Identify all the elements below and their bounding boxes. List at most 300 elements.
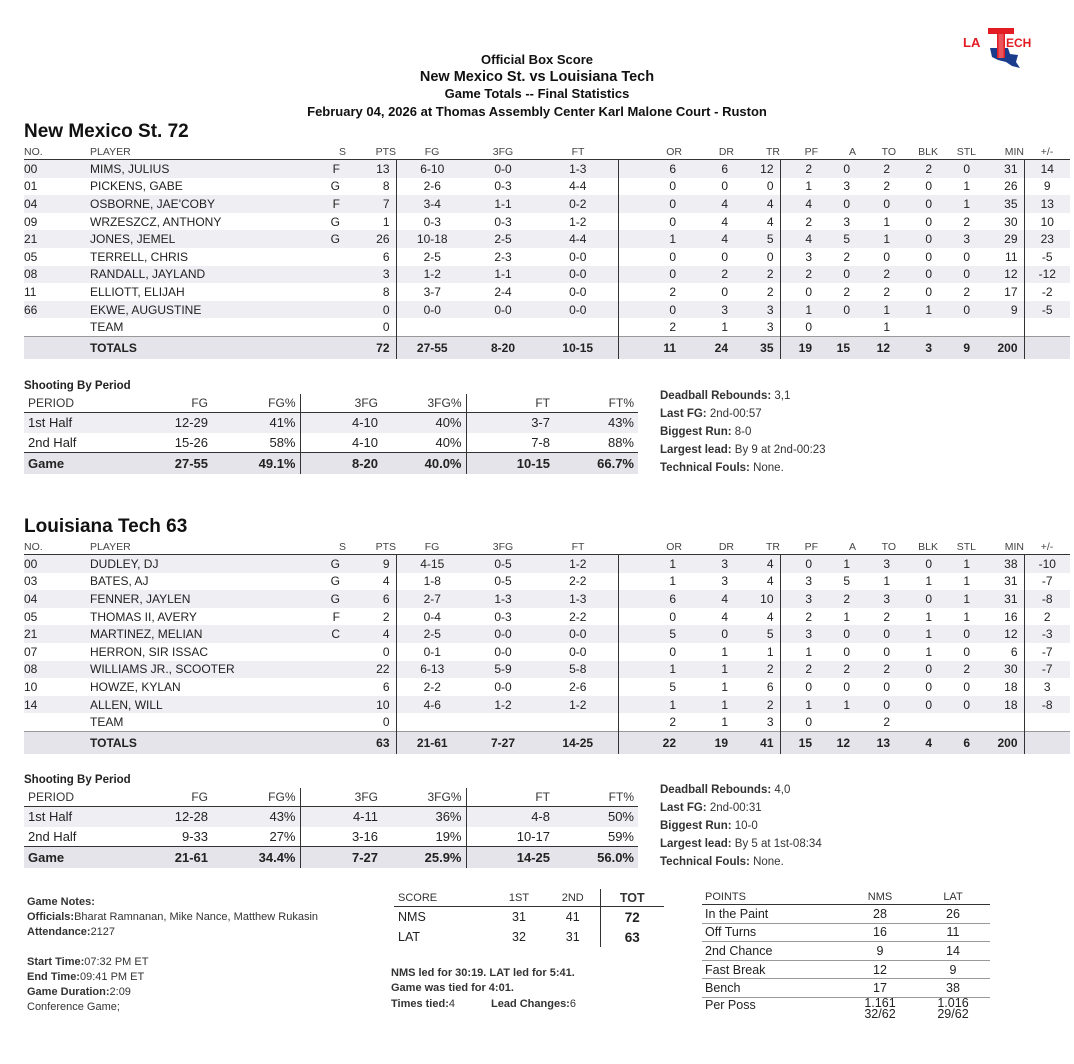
- totals-turnovers: 13: [856, 731, 896, 754]
- total-header: TOT: [600, 889, 664, 907]
- player-row: [24, 643, 1070, 661]
- minutes: 35: [976, 195, 1024, 213]
- start-time-label: Start Time:: [27, 956, 85, 968]
- plus-minus: -8: [1024, 590, 1070, 608]
- three-fg: 4-10: [300, 433, 382, 453]
- points: 1: [382, 214, 390, 229]
- total-rebounds: 5: [734, 625, 780, 643]
- defensive-rebounds-header: DR: [682, 540, 734, 555]
- three-pointers: 0-5: [468, 555, 538, 573]
- game-ft: 10-15: [466, 453, 554, 475]
- points-header: PTS: [346, 540, 396, 555]
- free-throws: 4-4: [538, 230, 618, 248]
- fg-pct: 58%: [269, 434, 296, 450]
- team-note-value: None.: [749, 462, 784, 474]
- defensive-rebounds-header: DR: [682, 145, 734, 160]
- defensive-rebounds: 1: [721, 715, 728, 730]
- fg-pct: 43%: [212, 807, 300, 827]
- team-note-label: Biggest Run:: [660, 426, 732, 438]
- starter-position: [282, 661, 346, 679]
- totals-row: [24, 336, 1070, 359]
- player-name: ALLEN, WILL: [70, 696, 282, 714]
- player-name: FENNER, JAYLEN: [70, 590, 282, 608]
- defensive-rebounds: 0: [721, 284, 728, 299]
- points-row: [702, 960, 990, 979]
- totals-plus-minus: [1024, 336, 1070, 359]
- turnovers: 1: [883, 320, 890, 335]
- steals: 2: [938, 661, 976, 679]
- steals: 1: [938, 590, 976, 608]
- points: 13: [346, 160, 396, 178]
- player-row: [24, 608, 1070, 626]
- report-subtitle: Game Totals -- Final Statistics: [444, 86, 630, 101]
- team-note-line: [660, 820, 822, 838]
- turnovers: 1: [883, 574, 890, 589]
- turnovers: 0: [883, 679, 890, 694]
- assists: 2: [818, 661, 856, 679]
- team-notes-lat: [660, 784, 822, 874]
- plus-minus: 13: [1024, 195, 1070, 213]
- box-header-row: [24, 540, 1070, 555]
- turnovers: 2: [883, 179, 890, 194]
- three-fg: 4-10: [300, 413, 382, 433]
- plus-minus: -7: [1024, 661, 1070, 679]
- totals-free-throws: 14-25: [538, 731, 618, 754]
- plus-minus: -2: [1024, 283, 1070, 301]
- blocks: 0: [896, 266, 938, 284]
- starter-position-header: S: [282, 540, 346, 555]
- turnovers: 1: [856, 230, 896, 248]
- three-fg-pct: 40%: [382, 413, 466, 433]
- plus-minus: [1024, 713, 1070, 731]
- jersey-number-header: NO.: [24, 145, 70, 160]
- minutes: 30: [1004, 214, 1018, 229]
- fg-header: FG: [124, 394, 212, 413]
- player-row: [24, 230, 1070, 248]
- assists: 3: [843, 214, 850, 229]
- points-category: Bench: [702, 979, 844, 998]
- offensive-rebounds: 2: [618, 283, 682, 301]
- score-by-half-table: [394, 889, 664, 947]
- three-pointers: 0-3: [494, 179, 512, 194]
- totals-steals: 6: [938, 731, 976, 754]
- assists: 1: [818, 555, 856, 573]
- game-three-fg-pct: 25.9%: [382, 847, 466, 869]
- totals-turnovers: 12: [856, 336, 896, 359]
- plus-minus: 23: [1024, 230, 1070, 248]
- player-row: [24, 555, 1070, 573]
- blocks-header: BLK: [896, 540, 938, 555]
- box-score-nms: [24, 145, 1070, 359]
- blocks: 0: [896, 696, 938, 714]
- total-rebounds: 5: [734, 230, 780, 248]
- player-row: [24, 160, 1070, 178]
- player-name: EKWE, AUGUSTINE: [70, 301, 282, 319]
- defensive-rebounds: 4: [682, 230, 734, 248]
- led-note: NMS led for 30:19. LAT led for 5:41.: [391, 967, 575, 979]
- starter-position: G: [282, 555, 346, 573]
- free-throws: 2-6: [569, 679, 587, 694]
- assists: 0: [843, 679, 850, 694]
- assists-header: A: [818, 540, 856, 555]
- conference-note: Conference Game;: [27, 1001, 120, 1013]
- points: 4: [346, 625, 396, 643]
- assists: 5: [818, 230, 856, 248]
- starter-position: [282, 643, 346, 661]
- first-half-score: 32: [512, 930, 526, 944]
- player-name: TERRELL, CHRIS: [90, 249, 189, 264]
- three-pointers: 2-4: [494, 284, 512, 299]
- minutes: [976, 713, 1024, 731]
- fg-pct-header: FG%: [212, 394, 300, 413]
- team-note-value: By 5 at 1st-08:34: [731, 838, 822, 850]
- personal-fouls: 2: [780, 661, 818, 679]
- period-row: [24, 433, 638, 453]
- starter-position: [282, 283, 346, 301]
- turnovers: 0: [856, 625, 896, 643]
- defensive-rebounds: 3: [721, 574, 728, 589]
- points-row: [702, 905, 990, 924]
- personal-fouls: 0: [780, 318, 818, 336]
- period-row: [24, 413, 638, 433]
- report-title: Official Box Score: [481, 52, 593, 67]
- free-throws: 0-0: [569, 644, 587, 659]
- three-fg: 4-11: [300, 807, 382, 827]
- team-note-line: [660, 408, 826, 426]
- totals-player-name: TOTALS: [70, 336, 282, 359]
- totals-total-rebounds: 35: [734, 336, 780, 359]
- game-ft-pct: 66.7%: [554, 453, 638, 475]
- personal-fouls: 1: [780, 643, 818, 661]
- steals: [938, 318, 976, 336]
- points-row: [702, 923, 990, 942]
- plus-minus: 2: [1024, 608, 1070, 626]
- free-throws: 5-8: [538, 661, 618, 679]
- jersey-number: 66: [24, 301, 70, 319]
- points-category: Fast Break: [702, 960, 844, 979]
- field-goals: 0-1: [396, 643, 468, 661]
- player-row: [24, 573, 1070, 591]
- assists: [818, 713, 856, 731]
- totals-jersey-number: [24, 336, 70, 359]
- three-fg-header: 3FG: [300, 788, 382, 807]
- totals-field-goals: 27-55: [396, 336, 468, 359]
- total-rebounds: 4: [734, 195, 780, 213]
- fg-pct-header: FG%: [212, 788, 300, 807]
- total-rebounds: 12: [734, 160, 780, 178]
- plus-minus-header: +/-: [1024, 145, 1070, 160]
- ft-pct-header: FT%: [554, 788, 638, 807]
- game-fg-pct: 34.4%: [212, 847, 300, 869]
- assists: 3: [843, 179, 850, 194]
- totals-points: 63: [346, 731, 396, 754]
- lat-per-poss-value: 1.016: [937, 995, 969, 1010]
- team-note-label: Deadball Rebounds:: [660, 390, 772, 402]
- totals-blocks: 3: [896, 336, 938, 359]
- minutes: 31: [1004, 574, 1018, 589]
- total-rebounds: 3: [766, 320, 774, 335]
- end-time-label: End Time:: [27, 971, 80, 983]
- minutes: 11: [1005, 249, 1018, 264]
- minutes: 12: [976, 625, 1024, 643]
- blocks-header: BLK: [896, 145, 938, 160]
- player-name: ELLIOTT, ELIJAH: [90, 284, 185, 299]
- game-period: Game: [24, 847, 124, 869]
- game-ft: 14-25: [466, 847, 554, 869]
- free-throws: 0-0: [538, 266, 618, 284]
- lead-changes-line: [491, 998, 576, 1010]
- second-half-score: 31: [565, 930, 580, 944]
- minutes: 38: [976, 555, 1024, 573]
- team-note-label: Last FG:: [660, 802, 707, 814]
- three-fg-header: 3FG: [300, 394, 382, 413]
- lat-header: LAT: [916, 889, 990, 905]
- minutes: 18: [1004, 679, 1018, 694]
- starter-position: G: [282, 230, 346, 248]
- blocks: 0: [925, 284, 932, 299]
- player-name: THOMAS II, AVERY: [90, 609, 197, 624]
- blocks: 1: [925, 609, 932, 624]
- points: 6: [382, 679, 390, 694]
- offensive-rebounds: 0: [618, 266, 682, 284]
- personal-fouls: 3: [780, 248, 818, 266]
- lead-changes-label: Lead Changes:: [491, 998, 570, 1010]
- jersey-number: 21: [24, 230, 70, 248]
- personal-fouls: 0: [780, 283, 818, 301]
- plus-minus: -5: [1024, 248, 1070, 266]
- starter-position: F: [282, 195, 346, 213]
- plus-minus: 14: [1024, 160, 1070, 178]
- fg-pct: 41%: [212, 413, 300, 433]
- player-name: HERRON, SIR ISSAC: [90, 644, 209, 659]
- defensive-rebounds: 4: [682, 590, 734, 608]
- blocks: [896, 713, 938, 731]
- blocks: 0: [896, 661, 938, 679]
- matchup-title: New Mexico St. vs Louisiana Tech: [419, 69, 655, 85]
- points-category: Off Turns: [702, 923, 844, 942]
- start-time-line: [27, 956, 148, 968]
- period: 2nd Half: [28, 828, 77, 844]
- total-rebounds: 3: [734, 301, 780, 319]
- steals: 0: [938, 266, 976, 284]
- offensive-rebounds: 2: [618, 318, 682, 336]
- fg-pct: 27%: [269, 828, 296, 844]
- points-row: [702, 942, 990, 961]
- field-goals: 2-5: [396, 248, 468, 266]
- duration-line: [27, 986, 131, 998]
- officials-line: [27, 911, 318, 923]
- total-rebounds: 4: [766, 574, 774, 589]
- steals: 1: [963, 179, 970, 194]
- score-row-lat: [394, 927, 664, 947]
- three-pointers: 0-0: [494, 644, 512, 659]
- steals: 2: [963, 214, 970, 229]
- team-note-label: Technical Fouls:: [660, 462, 750, 474]
- turnovers: 0: [883, 644, 890, 659]
- total-rebounds: 3: [766, 715, 774, 730]
- period-header-row: [24, 394, 638, 413]
- turnovers: 3: [856, 590, 896, 608]
- team-title-lat: Louisiana Tech 63: [24, 516, 188, 537]
- three-pointers-header: 3FG: [468, 145, 538, 160]
- total-score: 72: [600, 907, 664, 928]
- svg-text:ECH: ECH: [1006, 36, 1032, 50]
- ft: 7-8: [466, 433, 554, 453]
- team-note-label: Biggest Run:: [660, 820, 732, 832]
- three-pointers: 1-3: [468, 590, 538, 608]
- assists-header: A: [818, 145, 856, 160]
- blocks: 1: [896, 301, 938, 319]
- defensive-rebounds: 1: [721, 679, 728, 694]
- steals: 0: [963, 644, 970, 659]
- blocks: 0: [896, 230, 938, 248]
- points: 6: [382, 249, 390, 264]
- assists: [818, 318, 856, 336]
- player-name: RANDALL, JAYLAND: [70, 266, 282, 284]
- totals-row: [24, 731, 1070, 754]
- personal-fouls: 4: [780, 195, 818, 213]
- player-name: OSBORNE, JAE'COBY: [70, 195, 282, 213]
- jersey-number: 04: [24, 195, 70, 213]
- nms-points: 12: [844, 960, 916, 979]
- tied-note: Game was tied for 4:01.: [391, 982, 514, 994]
- player-name: TEAM: [90, 320, 124, 335]
- lead-changes-value: 6: [569, 998, 576, 1010]
- totals-starter-position: [282, 336, 346, 359]
- player-name: DUDLEY, DJ: [70, 555, 282, 573]
- offensive-rebounds: 5: [618, 678, 682, 696]
- player-name-header: PLAYER: [70, 145, 282, 160]
- assists: 0: [818, 625, 856, 643]
- plus-minus: -5: [1024, 301, 1070, 319]
- attendance-line: [27, 926, 115, 938]
- steals-header: STL: [938, 540, 976, 555]
- free-throws: 1-2: [538, 696, 618, 714]
- period-table-lat: [24, 788, 638, 868]
- jersey-number: 00: [24, 555, 70, 573]
- player-name: PICKENS, GABE: [90, 179, 183, 194]
- points: 6: [346, 590, 396, 608]
- totals-personal-fouls: 19: [780, 336, 818, 359]
- three-pointers: 0-0: [468, 160, 538, 178]
- times-tied-label: Times tied:: [391, 998, 449, 1010]
- field-goals: 0-3: [396, 213, 468, 231]
- field-goals: [396, 713, 468, 731]
- field-goals: 6-10: [396, 160, 468, 178]
- offensive-rebounds: 6: [618, 590, 682, 608]
- steals: 1: [938, 555, 976, 573]
- defensive-rebounds: 1: [682, 661, 734, 679]
- totals-field-goals: 21-61: [396, 731, 468, 754]
- nms-per-poss-value: 1.161: [864, 995, 896, 1010]
- field-goals: 3-4: [396, 195, 468, 213]
- assists: 0: [818, 301, 856, 319]
- game-fg: 21-61: [124, 847, 212, 869]
- steals: 1: [963, 609, 970, 624]
- nms-points: 17: [844, 979, 916, 998]
- jersey-number: 01: [24, 179, 38, 194]
- totals-plus-minus: [1024, 731, 1070, 754]
- assists: 1: [818, 696, 856, 714]
- steals: 1: [963, 574, 970, 589]
- three-pointers: 2-3: [494, 249, 512, 264]
- three-fg: 3-16: [300, 827, 382, 847]
- period: 2nd Half: [28, 434, 77, 450]
- player-row: [24, 301, 1070, 319]
- plus-minus: -12: [1024, 266, 1070, 284]
- minutes: 31: [976, 590, 1024, 608]
- team-notes-nms: [660, 390, 826, 480]
- shooting-by-period-label: Shooting By Period: [24, 380, 131, 392]
- nms-points: 28: [844, 905, 916, 924]
- total-score: 63: [600, 927, 664, 947]
- second-half-score: 41: [565, 910, 580, 924]
- box-score-lat: [24, 540, 1070, 754]
- totals-three-pointers: 8-20: [468, 336, 538, 359]
- jersey-number: 07: [24, 644, 38, 659]
- assists: 2: [843, 249, 850, 264]
- attendance-value: 2127: [90, 926, 116, 938]
- plus-minus: 3: [1024, 678, 1070, 696]
- defensive-rebounds: 1: [721, 644, 728, 659]
- team-note-label: Largest lead:: [660, 444, 732, 456]
- jersey-number: 00: [24, 160, 70, 178]
- lat-points: 11: [916, 923, 990, 942]
- points-header: PTS: [346, 145, 396, 160]
- steals: 2: [963, 284, 970, 299]
- fg: 9-33: [181, 828, 208, 844]
- player-row: [24, 661, 1070, 679]
- jersey-number: 11: [24, 284, 37, 299]
- turnovers: 0: [856, 195, 896, 213]
- team-code: LAT: [398, 930, 420, 944]
- points: 10: [346, 696, 396, 714]
- fg: 12-29: [124, 413, 212, 433]
- minutes-header: MIN: [976, 540, 1024, 555]
- plus-minus: 9: [1024, 178, 1070, 196]
- second-half-header: 2ND: [546, 889, 600, 907]
- points: 9: [346, 555, 396, 573]
- lat-points: 14: [916, 942, 990, 961]
- team-note-label: Deadball Rebounds:: [660, 784, 772, 796]
- period: 1st Half: [24, 807, 124, 827]
- plus-minus: [1024, 318, 1070, 336]
- first-half-header: 1ST: [492, 889, 546, 907]
- three-pointers: [468, 318, 538, 336]
- minutes: 26: [1004, 179, 1018, 194]
- minutes: 9: [976, 301, 1024, 319]
- blocks: 0: [896, 590, 938, 608]
- plus-minus-header: +/-: [1024, 540, 1070, 555]
- offensive-rebounds: 1: [618, 230, 682, 248]
- team-note-line: [660, 838, 822, 856]
- lat-points: 26: [916, 905, 990, 924]
- ft: 3-7: [466, 413, 554, 433]
- player-row: [24, 266, 1070, 284]
- free-throws: 1-2: [538, 555, 618, 573]
- la-tech-logo: [960, 24, 1036, 70]
- totals-jersey-number: [24, 731, 70, 754]
- defensive-rebounds: 1: [721, 320, 728, 335]
- three-pointers: 0-0: [494, 679, 512, 694]
- jersey-number: 21: [24, 625, 70, 643]
- field-goals: 2-5: [396, 625, 468, 643]
- free-throws: [538, 713, 618, 731]
- steals: 0: [963, 249, 970, 264]
- starter-position: [282, 266, 346, 284]
- blocks: 0: [925, 179, 932, 194]
- total-rebounds-header: TR: [734, 145, 780, 160]
